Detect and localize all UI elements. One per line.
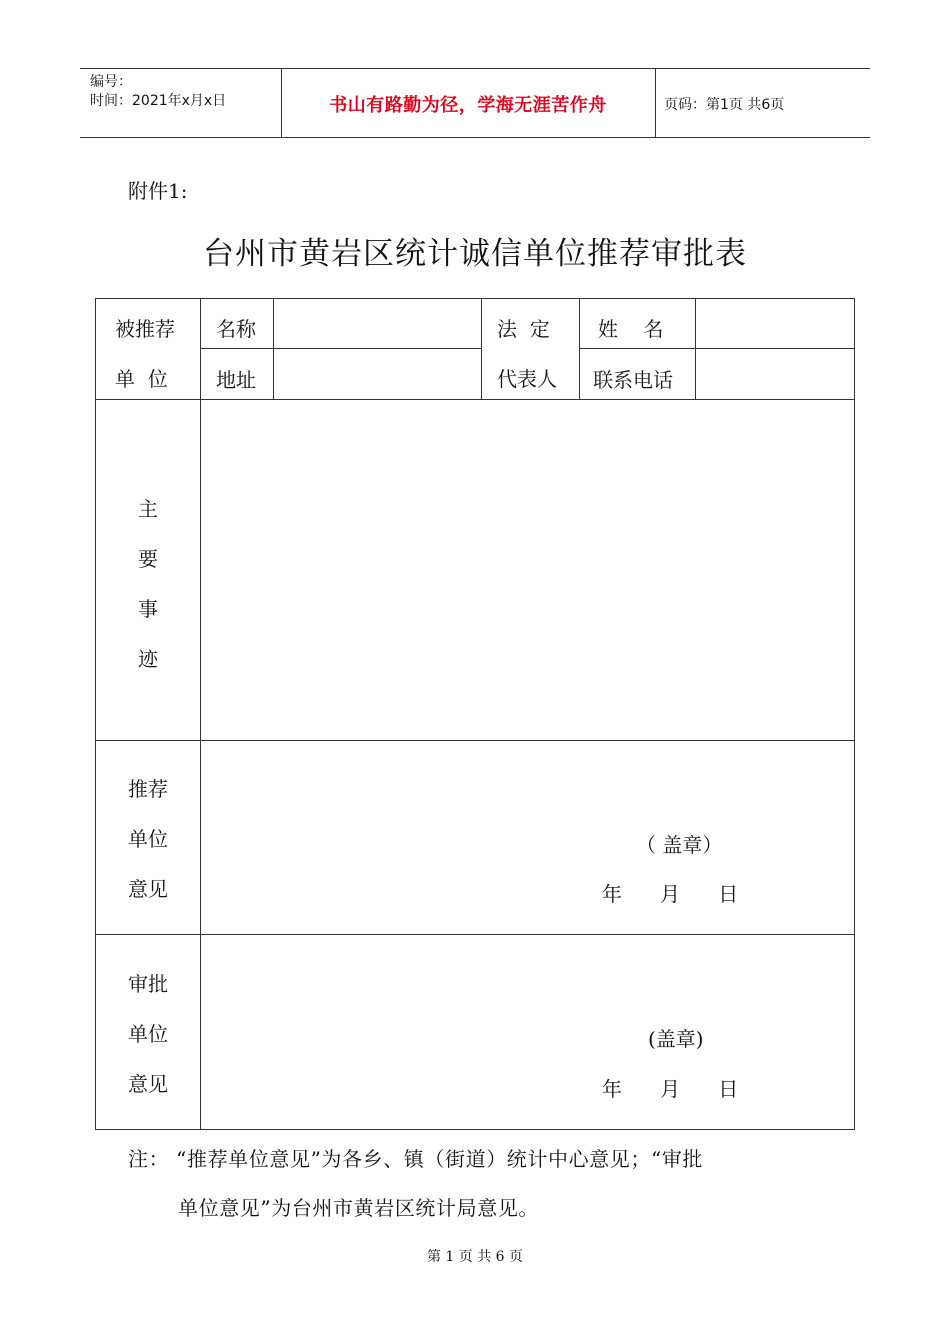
recommend-date-label: 年 月 日 <box>602 882 739 906</box>
header-page-info: 页码：第1页 共6页 <box>664 97 785 113</box>
deeds-char: 事 <box>138 597 158 621</box>
main-deeds-field[interactable] <box>201 400 854 740</box>
contact-phone-field[interactable] <box>696 349 854 399</box>
note-line-1: 注： “推荐单位意见”为各乡、镇（街道）统计中心意见；“审批 <box>128 1147 704 1171</box>
attachment-label: 附件1: <box>128 179 188 203</box>
approve-seal-label: (盖章) <box>648 1027 704 1051</box>
person-name-label: 姓 名 <box>598 317 664 341</box>
header-meta <box>90 73 226 111</box>
page-footer: 第 1 页 共 6 页 <box>426 1249 524 1265</box>
document-time-label: 时间：2021年x月x日 <box>90 93 227 109</box>
unit-name-label: 名称 <box>216 317 256 341</box>
table-border-bottom <box>95 1129 855 1130</box>
unit-address-field[interactable] <box>274 349 481 399</box>
unit-name-field[interactable] <box>274 299 481 348</box>
approve-opinion-label <box>96 959 200 1109</box>
document-number-label: 编号： <box>90 74 132 90</box>
deeds-char: 迹 <box>138 647 158 671</box>
recommend-opinion-label <box>96 764 200 914</box>
table-line <box>579 298 580 399</box>
recommend-label-line: 意见 <box>128 877 168 901</box>
approve-date-label: 年 月 日 <box>602 1077 739 1101</box>
approve-label-line: 单位 <box>128 1022 168 1046</box>
recommended-unit-label: 被推荐 <box>115 317 175 341</box>
recommend-label-line: 单位 <box>128 827 168 851</box>
recommended-unit-label-2: 单 位 <box>115 367 168 391</box>
recommend-seal-label: （ 盖章） <box>636 833 723 857</box>
page-header <box>80 68 870 138</box>
recommend-label-line: 推荐 <box>128 777 168 801</box>
deeds-char: 主 <box>138 497 158 521</box>
page-title: 台州市黄岩区统计诚信单位推荐审批表 <box>203 236 747 272</box>
approve-label-line: 审批 <box>128 972 168 996</box>
person-name-field[interactable] <box>696 299 854 348</box>
legal-representative-label-2: 代表人 <box>497 367 557 391</box>
table-line <box>95 934 855 935</box>
contact-phone-label: 联系电话 <box>593 368 673 392</box>
main-deeds-label <box>96 484 200 684</box>
note-line-2: 单位意见”为台州市黄岩区统计局意见。 <box>178 1196 540 1220</box>
unit-address-label: 地址 <box>216 368 256 392</box>
header-motto: 书山有路勤为径，学海无涯苦作舟 <box>329 95 607 116</box>
legal-representative-label: 法 定 <box>497 317 550 341</box>
table-line <box>95 740 855 741</box>
table-line <box>481 298 482 399</box>
table-border-right <box>854 298 855 1130</box>
deeds-char: 要 <box>138 547 158 571</box>
approve-label-line: 意见 <box>128 1072 168 1096</box>
header-divider <box>655 69 656 137</box>
